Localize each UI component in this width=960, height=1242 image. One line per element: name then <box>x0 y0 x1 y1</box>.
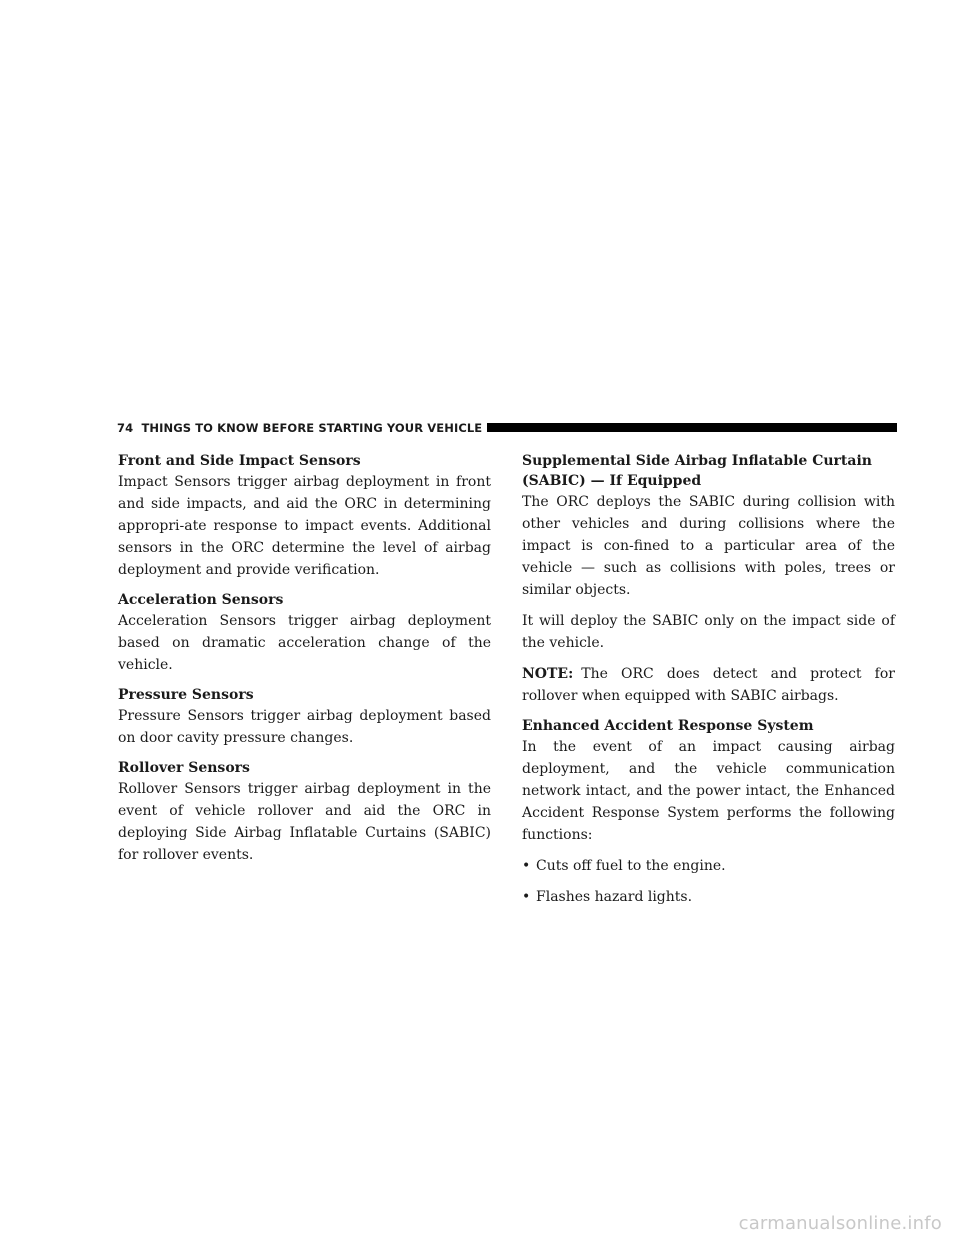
page-number: 74 <box>117 421 134 435</box>
right-column <box>522 451 895 917</box>
section-body: In the event of an impact causing airbag deployment, and the vehicle communication network intact, and the power intact, the Enhanced Accident Response System performs the following functions: <box>522 739 895 843</box>
list-item-text: Flashes hazard lights. <box>536 889 693 905</box>
list-item <box>522 886 895 908</box>
header-text <box>117 421 482 435</box>
section-body: Rollover Sensors trigger airbag deployment in the event of vehicle rollover and aid the ORC in deploying Side Airbag Inflatable Curtains (SABIC) for rollover events. <box>118 781 491 863</box>
section-title: THINGS TO KNOW BEFORE STARTING YOUR VEHICLE <box>141 421 483 435</box>
section-heading: Front and Side Impact Sensors <box>118 453 361 469</box>
section-body: It will deploy the SABIC only on the impact side of the vehicle. <box>522 613 895 651</box>
list-item <box>522 855 895 877</box>
rollover-section <box>118 758 491 866</box>
section-heading-line-1: Supplemental Side Airbag Inflatable Curtain <box>522 453 872 469</box>
watermark: carmanualsonline.info <box>738 1213 942 1234</box>
note-label: NOTE: <box>522 666 574 682</box>
enhanced-accident-section <box>522 716 895 908</box>
pressure-section <box>118 685 491 749</box>
section-body: Pressure Sensors trigger airbag deployment based on door cavity pressure changes. <box>118 708 491 746</box>
list-item-text: Cuts off fuel to the engine. <box>536 858 726 874</box>
acceleration-section <box>118 590 491 676</box>
section-heading: Enhanced Accident Response System <box>522 718 814 734</box>
section-body: Impact Sensors trigger airbag deployment in front and side impacts, and aid the ORC in determining appropri-ate response to impact events. Additional sensors in the ORC determine the level of airbag deployment and provide verification. <box>118 474 491 578</box>
note-text: The ORC does detect and protect for rollover when equipped with SABIC airbags. <box>522 666 895 704</box>
header-rule <box>487 423 897 432</box>
sabic-section <box>522 451 895 707</box>
section-heading: Pressure Sensors <box>118 687 254 703</box>
page-header <box>117 418 897 440</box>
front-side-impact-section <box>118 451 491 581</box>
section-body: Acceleration Sensors trigger airbag deployment based on dramatic acceleration change of the vehicle. <box>118 613 491 673</box>
section-heading: Rollover Sensors <box>118 760 250 776</box>
left-column <box>118 451 491 875</box>
bullet-icon: • <box>522 889 531 905</box>
section-body: The ORC deploys the SABIC during collision with other vehicles and during collisions where the impact is con-fined to a particular area of the vehicle — such as collisions with poles, trees or similar objects. <box>522 494 895 598</box>
note-paragraph <box>522 663 895 707</box>
bullet-icon: • <box>522 858 531 874</box>
section-heading: Acceleration Sensors <box>118 592 284 608</box>
section-heading-line-2: (SABIC) — If Equipped <box>522 473 702 489</box>
